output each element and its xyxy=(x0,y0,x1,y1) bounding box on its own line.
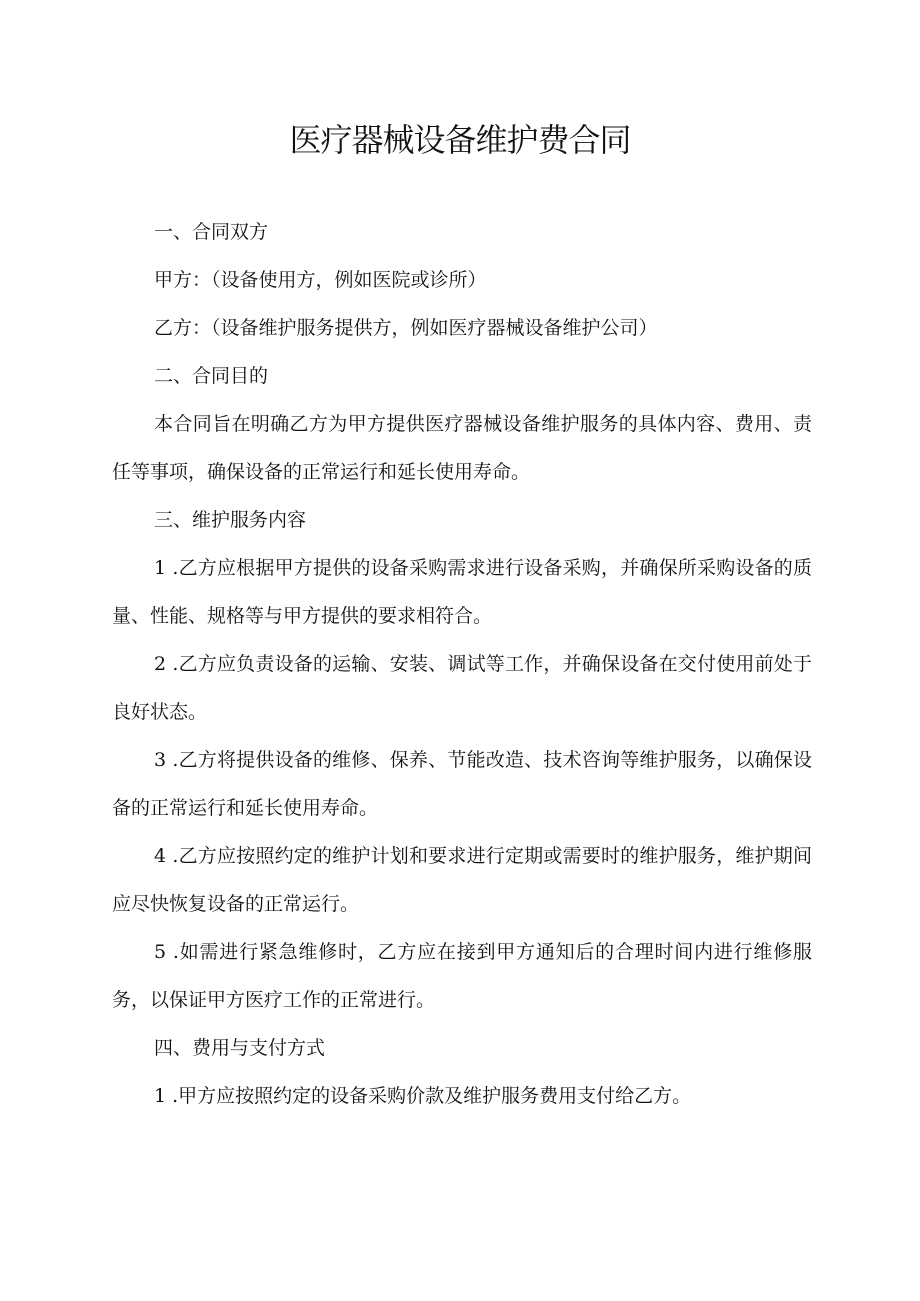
section-heading-parties: 一、合同双方 xyxy=(154,221,269,243)
section-heading-purpose: 二、合同目的 xyxy=(154,365,269,387)
service-item-2: 2 .乙方应负责设备的运输、安装、调试等工作，并确保设备在交付使用前处于良好状态。 xyxy=(112,653,812,723)
section-heading-fees: 四、费用与支付方式 xyxy=(154,1037,326,1059)
section-heading-services: 三、维护服务内容 xyxy=(154,509,307,531)
service-item-3: 3 .乙方将提供设备的维修、保养、节能改造、技术咨询等维护服务，以确保设备的正常运行和延长使用寿命。 xyxy=(112,749,812,819)
service-item-1: 1 .乙方应根据甲方提供的设备采购需求进行设备采购，并确保所采购设备的质量、性能、规格等与甲方提供的要求相符合。 xyxy=(112,557,812,627)
service-item-4: 4 .乙方应按照约定的维护计划和要求进行定期或需要时的维护服务，维护期间应尽快恢复设备的正常运行。 xyxy=(112,845,812,915)
service-item-5: 5 .如需进行紧急维修时，乙方应在接到甲方通知后的合理时间内进行维修服务，以保证甲方医疗工作的正常进行。 xyxy=(112,941,812,1011)
party-b-line: 乙方：（设备维护服务提供方，例如医疗器械设备维护公司） xyxy=(154,317,658,339)
purpose-paragraph: 本合同旨在明确乙方为甲方提供医疗器械设备维护服务的具体内容、费用、责任等事项，确保设备的正常运行和延长使用寿命。 xyxy=(112,413,812,483)
party-a-line: 甲方：（设备使用方，例如医院或诊所） xyxy=(154,269,487,291)
fee-item-1: 1 .甲方应按照约定的设备采购价款及维护服务费用支付给乙方。 xyxy=(154,1085,692,1107)
document-title: 医疗器械设备维护费合同 xyxy=(289,121,631,159)
document-body xyxy=(112,208,812,1120)
